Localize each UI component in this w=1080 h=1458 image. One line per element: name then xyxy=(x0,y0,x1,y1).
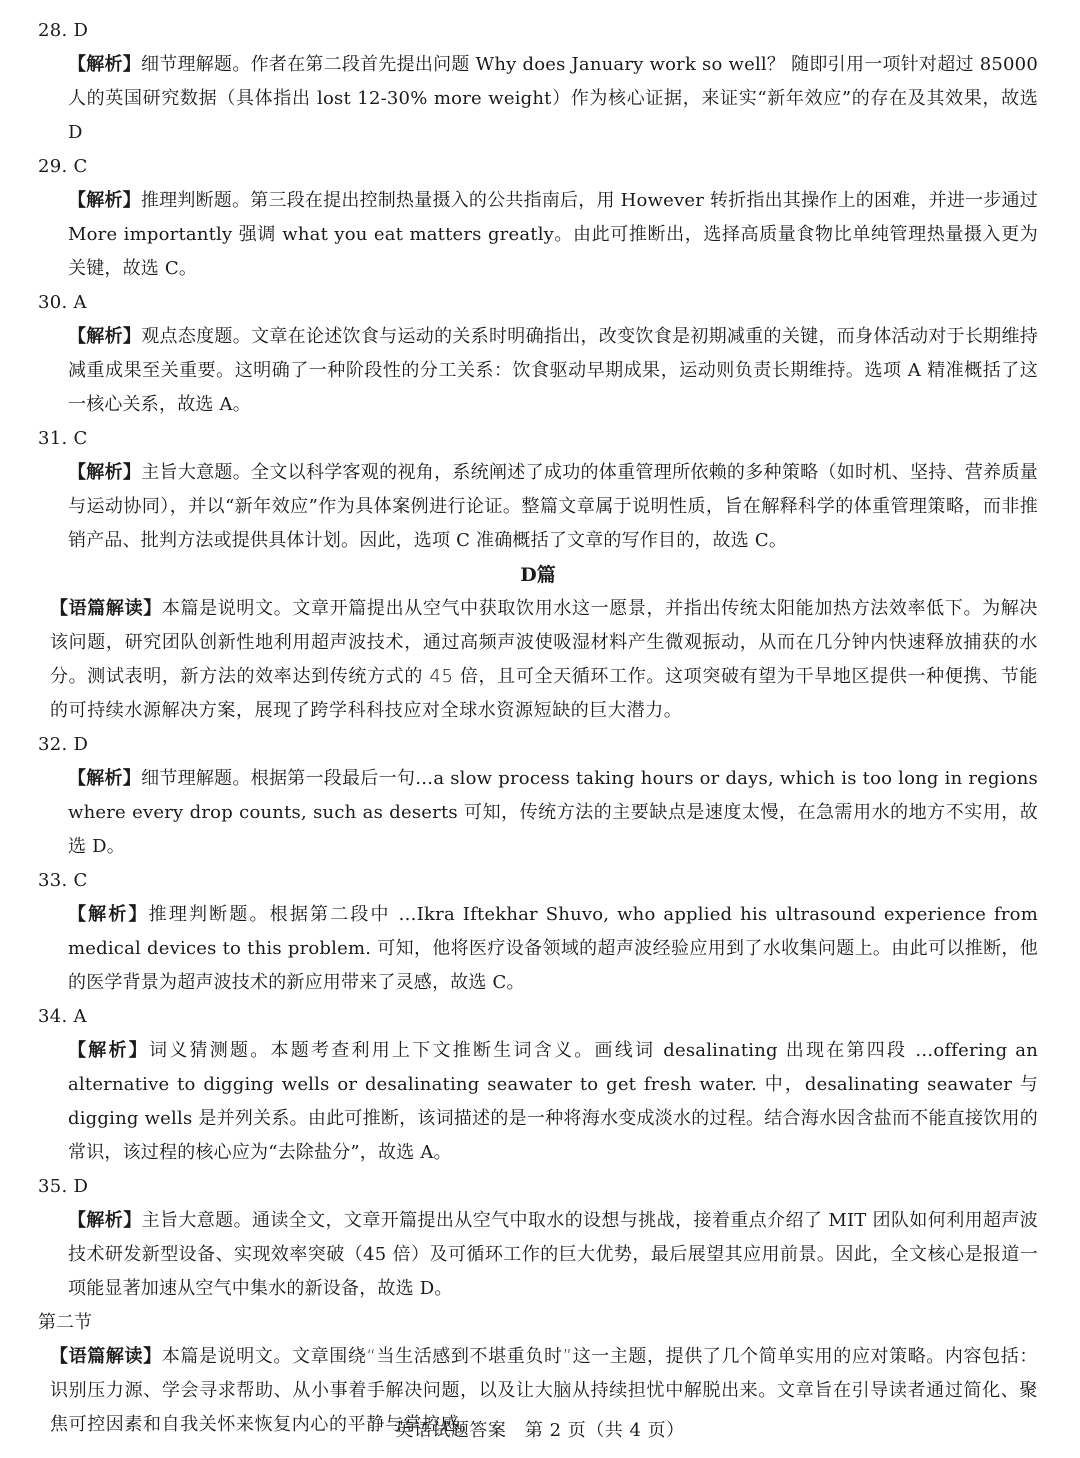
explanation-text: 细节理解题。作者在第二段首先提出问题 Why does January work so well？ 随即引用一项针对超过 85000 人的英国研究数据（具体指出 lost 12-30% more weight）作为核心证据，来证实“新年效应”的存在及其效果，故选 D xyxy=(68,54,1038,143)
question-29-answer: 29. C xyxy=(38,156,88,177)
explanation-text: 观点态度题。文章在论述饮食与运动的关系时明确指出，改变饮食是初期减重的关键，而身体活动对于长期维持减重成果至关重要。这明确了一种阶段性的分工关系：饮食驱动早期成果，运动则负责长期维持。选项 A 精准概括了这一核心关系，故选 A。 xyxy=(68,326,1038,415)
section-2-title: 第二节 xyxy=(38,1312,92,1333)
question-28-answer: 28. D xyxy=(38,20,89,41)
reading-tag: 【语篇解读】 xyxy=(50,598,162,619)
explanation-text: 主旨大意题。全文以科学客观的视角，系统阐述了成功的体重管理所依赖的多种策略（如时机、坚持、营养质量与运动协同），并以“新年效应”作为具体案例进行论证。整篇文章属于说明性质，旨在解释科学的体重管理策略，而非推销产品、批判方法或提供具体计划。因此，选项 C 准确概括了文章的写作目的，故选 C。 xyxy=(68,462,1038,551)
question-30-answer: 30. A xyxy=(38,292,87,313)
question-28-explanation xyxy=(68,48,1038,150)
section-d-reading xyxy=(50,592,1038,728)
question-32-answer: 32. D xyxy=(38,734,89,755)
section-d-title: D篇 xyxy=(520,564,556,586)
analysis-tag: 【解析】 xyxy=(68,326,142,347)
analysis-tag: 【解析】 xyxy=(68,190,141,211)
explanation-text: 词义猜测题。本题考查利用上下文推断生词含义。画线词 desalinating 出现在第四段 …offering an alternative to digging wells or desalinating seawater to get fresh water. 中，desalinating seawater 与 digging wells 是并列关系。由此可推断，该词描述的是一种将海水变成淡水的过程。结合海水因含盐而不能直接饮用的常识，该过程的核心应为“去除盐分”，故选 A。 xyxy=(68,1040,1038,1163)
reading-text: 本篇是说明文。文章围绕“当生活感到不堪重负时”这一主题，提供了几个简单实用的应对策略。内容包括：识别压力源、学会寻求帮助、从小事着手解决问题，以及让大脑从持续担忧中解脱出来。文章旨在引导读者通过简化、聚焦可控因素和自我关怀来恢复内心的平静与掌控感。 xyxy=(50,1346,1038,1435)
analysis-tag: 【解析】 xyxy=(68,1210,142,1231)
question-31-answer: 31. C xyxy=(38,428,88,449)
analysis-tag: 【解析】 xyxy=(68,904,149,925)
explanation-text: 细节理解题。根据第一段最后一句…a slow process taking hours or days, which is too long in regions where every drop counts, such as deserts 可知，传统方法的主要缺点是速度太慢，在急需用水的地方不实用，故选 D。 xyxy=(68,768,1038,857)
question-34-explanation xyxy=(68,1034,1038,1170)
analysis-tag: 【解析】 xyxy=(68,462,142,483)
question-35-answer: 35. D xyxy=(38,1176,89,1197)
question-34-answer: 34. A xyxy=(38,1006,87,1027)
reading-tag: 【语篇解读】 xyxy=(50,1346,162,1367)
question-29-explanation xyxy=(68,184,1038,286)
question-35-explanation xyxy=(68,1204,1038,1306)
analysis-tag: 【解析】 xyxy=(68,768,142,789)
question-30-explanation xyxy=(68,320,1038,422)
question-32-explanation xyxy=(68,762,1038,864)
analysis-tag: 【解析】 xyxy=(68,1040,150,1061)
reading-text: 本篇是说明文。文章开篇提出从空气中获取饮用水这一愿景，并指出传统太阳能加热方法效率低下。为解决该问题，研究团队创新性地利用超声波技术，通过高频声波使吸湿材料产生微观振动，从而在几分钟内快速释放捕获的水分。测试表明，新方法的效率达到传统方式的 45 倍，且可全天循环工作。这项突破有望为干旱地区提供一种便携、节能的可持续水源解决方案，展现了跨学科科技应对全球水资源短缺的巨大潜力。 xyxy=(50,598,1038,721)
question-33-answer: 33. C xyxy=(38,870,88,891)
explanation-text: 推理判断题。第三段在提出控制热量摄入的公共指南后，用 However 转折指出其操作上的困难，并进一步通过 More importantly 强调 what you eat matters greatly。由此可推断出，选择高质量食物比单纯管理热量摄入更为关键，故选 C。 xyxy=(68,190,1038,279)
question-33-explanation xyxy=(68,898,1038,1000)
page-footer: 英语试题答案 第 2 页（共 4 页） xyxy=(395,1420,685,1441)
explanation-text: 推理判断题。根据第二段中 …Ikra Iftekhar Shuvo, who applied his ultrasound experience from medical devices to this problem. 可知，他将医疗设备领域的超声波经验应用到了水收集问题上。由此可以推断，他的医学背景为超声波技术的新应用带来了灵感，故选 C。 xyxy=(68,904,1038,993)
question-31-explanation xyxy=(68,456,1038,558)
analysis-tag: 【解析】 xyxy=(68,54,142,75)
explanation-text: 主旨大意题。通读全文，文章开篇提出从空气中取水的设想与挑战，接着重点介绍了 MIT 团队如何利用超声波技术研发新型设备、实现效率突破（45 倍）及可循环工作的巨大优势，最后展望其应用前景。因此，全文核心是报道一项能显著加速从空气中集水的新设备，故选 D。 xyxy=(68,1210,1038,1299)
answer-page xyxy=(38,14,1038,1442)
